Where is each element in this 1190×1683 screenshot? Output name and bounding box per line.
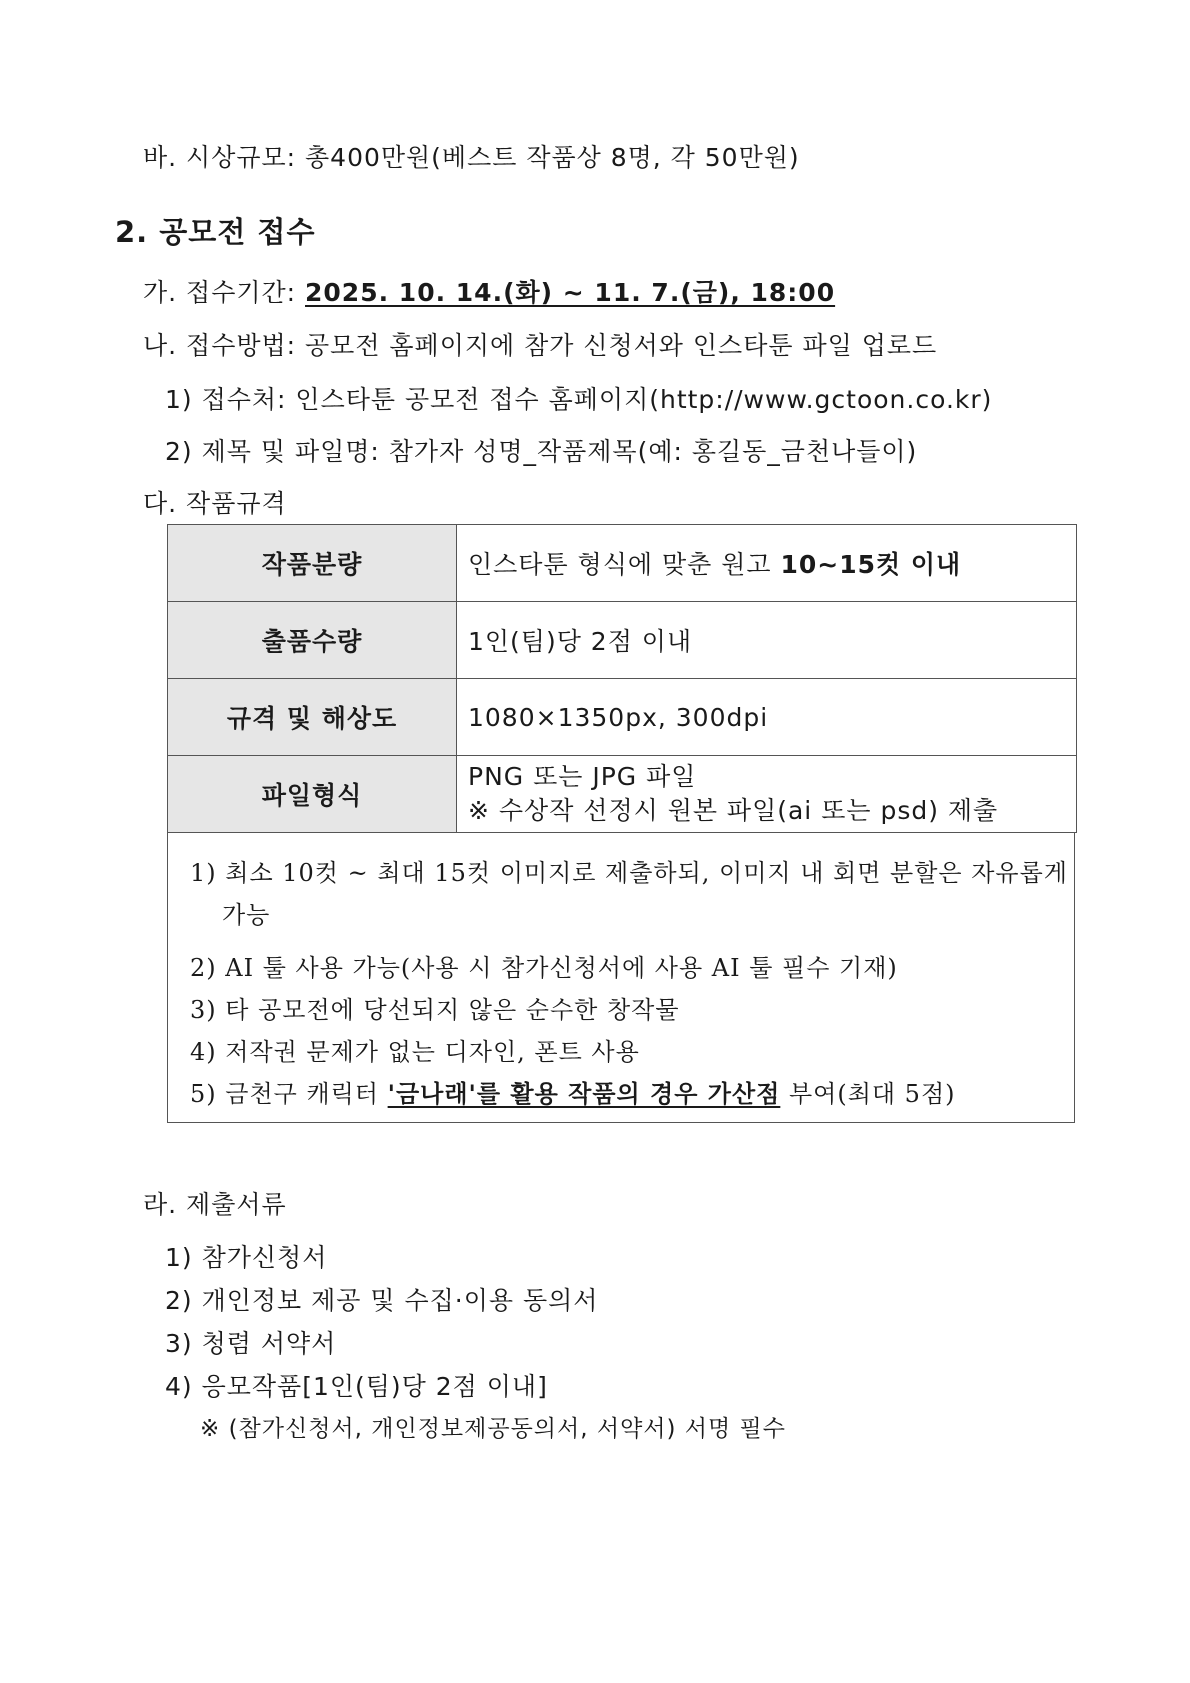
submission-period-label: 가. 접수기간: bbox=[143, 278, 306, 307]
spec-head: 규격 및 해상도 bbox=[168, 679, 457, 756]
spec-row bbox=[168, 525, 1077, 602]
spec-row bbox=[168, 756, 1077, 833]
spec-note-emph: '금나래'를 활용 작품의 경우 가산점 bbox=[387, 1080, 781, 1108]
spec-note-text: 부여(최대 5점) bbox=[780, 1080, 956, 1108]
spec-note: 2) AI 툴 사용 가능(사용 시 참가신청서에 사용 AI 툴 필수 기재) bbox=[190, 954, 898, 982]
spec-table bbox=[167, 524, 1077, 833]
submission-period-value: 2025. 10. 14.(화) ~ 11. 7.(금), 18:00 bbox=[305, 278, 836, 307]
docs-item: 1) 참가신청서 bbox=[165, 1243, 328, 1272]
spec-title: 다. 작품규격 bbox=[143, 489, 287, 518]
spec-row bbox=[168, 602, 1077, 679]
submission-period bbox=[143, 273, 835, 309]
spec-value-text: 인스타툰 형식에 맞춘 원고 bbox=[468, 550, 781, 579]
method-item: 2) 제목 및 파일명: 참가자 성명_작품제목(예: 홍길동_금천나들이) bbox=[165, 437, 918, 466]
spec-note: 1) 최소 10컷 ~ 최대 15컷 이미지로 제출하되, 이미지 내 회면 분할은 자유롭게 가능 bbox=[190, 859, 1068, 929]
docs-item: 4) 응모작품[1인(팀)당 2점 이내] bbox=[165, 1372, 548, 1401]
docs-item: 3) 청렴 서약서 bbox=[165, 1329, 337, 1358]
submission-method: 나. 접수방법: 공모전 홈페이지에 참가 신청서와 인스타툰 파일 업로드 bbox=[143, 331, 938, 360]
spec-value-emph: 10~15컷 이내 bbox=[780, 550, 962, 579]
spec-row bbox=[168, 679, 1077, 756]
docs-item: 2) 개인정보 제공 및 수집·이용 동의서 bbox=[165, 1286, 599, 1315]
spec-value-line: ※ 수상작 선정시 원본 파일(ai 또는 psd) 제출 bbox=[468, 796, 999, 825]
docs-title: 라. 제출서류 bbox=[143, 1190, 287, 1219]
spec-note bbox=[190, 1074, 956, 1109]
spec-notes-box bbox=[167, 832, 1075, 1123]
spec-value: 1080×1350px, 300dpi bbox=[457, 679, 1077, 756]
spec-note: 4) 저작권 문제가 없는 디자인, 폰트 사용 bbox=[190, 1038, 640, 1066]
spec-note-text: 5) 금천구 캐릭터 bbox=[190, 1080, 388, 1108]
prize-scale: 바. 시상규모: 총400만원(베스트 작품상 8명, 각 50만원) bbox=[143, 143, 800, 172]
spec-value: 1인(팀)당 2점 이내 bbox=[457, 602, 1077, 679]
section-title: 2. 공모전 접수 bbox=[115, 215, 316, 249]
spec-value bbox=[457, 525, 1077, 602]
docs-note: ※ (참가신청서, 개인정보제공동의서, 서약서) 서명 필수 bbox=[200, 1416, 786, 1442]
spec-value bbox=[457, 756, 1077, 833]
method-item: 1) 접수처: 인스타툰 공모전 접수 홈페이지(http://www.gctoon.co.kr) bbox=[165, 385, 993, 414]
spec-head: 출품수량 bbox=[168, 602, 457, 679]
spec-note: 3) 타 공모전에 당선되지 않은 순수한 창작물 bbox=[190, 996, 680, 1024]
spec-value-line: PNG 또는 JPG 파일 bbox=[468, 762, 697, 791]
spec-head: 작품분량 bbox=[168, 525, 457, 602]
spec-head: 파일형식 bbox=[168, 756, 457, 833]
